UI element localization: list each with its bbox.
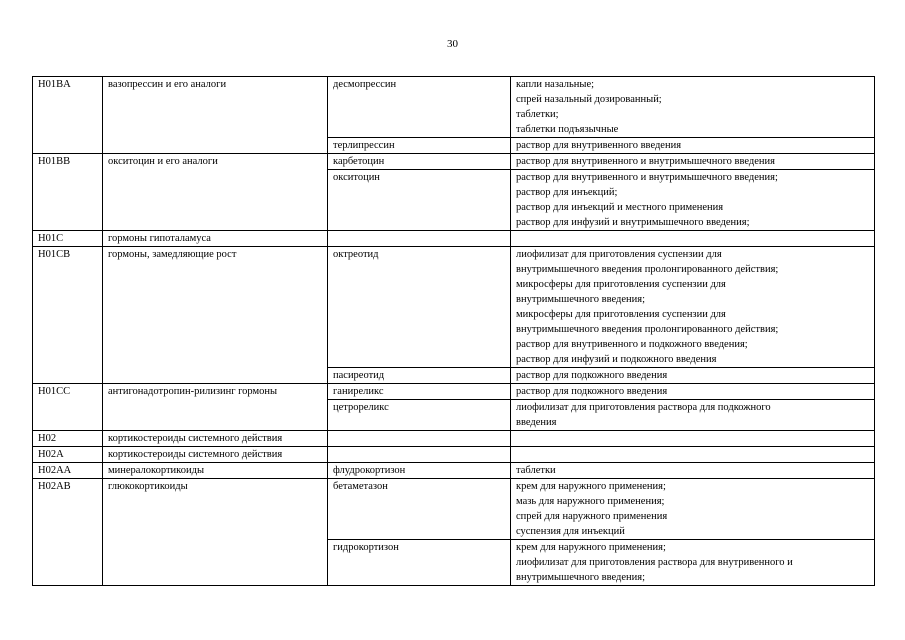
- dosage-forms-cell: [511, 384, 875, 400]
- dosage-form-line: суспензия для инъекций: [516, 526, 625, 537]
- dosage-form-line: раствор для подкожного введения: [516, 370, 668, 381]
- atc-code-cell: H01BB: [33, 154, 103, 231]
- dosage-form-line: внутримышечного введения;: [516, 294, 646, 305]
- group-name-cell: гормоны, замедляющие рост: [103, 247, 328, 384]
- drug-name-cell: флудрокортизон: [328, 463, 511, 479]
- dosage-forms-cell: [511, 247, 875, 368]
- table-row: [33, 77, 875, 138]
- dosage-forms-cell: [511, 231, 875, 247]
- table-row: [33, 231, 875, 247]
- drug-name-cell: бетаметазон: [328, 479, 511, 540]
- dosage-form-line: крем для наружного применения;: [516, 481, 666, 492]
- dosage-forms-cell: [511, 431, 875, 447]
- dosage-forms-cell: [511, 170, 875, 231]
- drug-name-cell: пасиреотид: [328, 368, 511, 384]
- dosage-form-line: раствор для внутривенного и подкожного введения;: [516, 339, 748, 350]
- dosage-form-line: раствор для подкожного введения: [516, 386, 668, 397]
- dosage-form-line: лиофилизат для приготовления раствора для подкожного: [516, 402, 771, 413]
- dosage-form-line: введения: [516, 417, 557, 428]
- drug-classification-table: [32, 76, 875, 586]
- dosage-form-line: микросферы для приготовления суспензии для: [516, 279, 726, 290]
- group-name-cell: окситоцин и его аналоги: [103, 154, 328, 231]
- drug-name-cell: ганиреликс: [328, 384, 511, 400]
- table-row: [33, 447, 875, 463]
- dosage-forms-cell: [511, 154, 875, 170]
- dosage-form-line: внутримышечного введения пролонгированного действия;: [516, 264, 779, 275]
- drug-name-cell: карбетоцин: [328, 154, 511, 170]
- group-name-cell: глюкокортикоиды: [103, 479, 328, 586]
- dosage-forms-cell: [511, 447, 875, 463]
- drug-name-cell: окситоцин: [328, 170, 511, 231]
- dosage-form-line: раствор для инфузий и внутримышечного введения;: [516, 217, 750, 228]
- dosage-form-line: мазь для наружного применения;: [516, 496, 665, 507]
- dosage-forms-cell: [511, 138, 875, 154]
- dosage-form-line: внутримышечного введения пролонгированного действия;: [516, 324, 779, 335]
- group-name-cell: вазопрессин и его аналоги: [103, 77, 328, 154]
- dosage-form-line: лиофилизат для приготовления раствора для внутривенного и: [516, 557, 793, 568]
- drug-name-cell: [328, 231, 511, 247]
- group-name-cell: антигонадотропин-рилизинг гормоны: [103, 384, 328, 431]
- dosage-form-line: таблетки: [516, 465, 556, 476]
- dosage-forms-cell: [511, 77, 875, 138]
- dosage-forms-cell: [511, 540, 875, 586]
- dosage-form-line: таблетки подъязычные: [516, 124, 619, 135]
- group-name-cell: минералокортикоиды: [103, 463, 328, 479]
- dosage-form-line: раствор для внутривенного введения: [516, 140, 682, 151]
- dosage-form-line: крем для наружного применения;: [516, 542, 666, 553]
- page-number: 30: [447, 38, 458, 50]
- group-name-cell: гормоны гипоталамуса: [103, 231, 328, 247]
- atc-code-cell: H02: [33, 431, 103, 447]
- drug-name-cell: десмопрессин: [328, 77, 511, 138]
- table-row: [33, 463, 875, 479]
- dosage-form-line: таблетки;: [516, 109, 559, 120]
- group-name-cell: кортикостероиды системного действия: [103, 431, 328, 447]
- dosage-form-line: раствор для инъекций;: [516, 187, 618, 198]
- drug-name-cell: гидрокортизон: [328, 540, 511, 586]
- dosage-form-line: микросферы для приготовления суспензии для: [516, 309, 726, 320]
- table-row: [33, 384, 875, 400]
- drug-name-cell: октреотид: [328, 247, 511, 368]
- dosage-forms-cell: [511, 479, 875, 540]
- dosage-forms-cell: [511, 463, 875, 479]
- dosage-form-line: раствор для внутривенного и внутримышечного введения: [516, 156, 775, 167]
- atc-code-cell: H01CB: [33, 247, 103, 384]
- dosage-form-line: внутримышечного введения;: [516, 572, 646, 583]
- drug-name-cell: [328, 431, 511, 447]
- dosage-form-line: капли назальные;: [516, 79, 595, 90]
- dosage-forms-cell: [511, 368, 875, 384]
- dosage-form-line: спрей для наружного применения: [516, 511, 668, 522]
- table-row: [33, 154, 875, 170]
- atc-code-cell: H01C: [33, 231, 103, 247]
- dosage-form-line: раствор для инфузий и подкожного введения: [516, 354, 717, 365]
- drug-name-cell: терлипрессин: [328, 138, 511, 154]
- table-row: [33, 431, 875, 447]
- dosage-form-line: спрей назальный дозированный;: [516, 94, 662, 105]
- dosage-forms-cell: [511, 400, 875, 431]
- atc-code-cell: H01BA: [33, 77, 103, 154]
- group-name-cell: кортикостероиды системного действия: [103, 447, 328, 463]
- dosage-form-line: лиофилизат для приготовления суспензии для: [516, 249, 722, 260]
- table-row: [33, 479, 875, 540]
- dosage-form-line: раствор для внутривенного и внутримышечного введения;: [516, 172, 778, 183]
- atc-code-cell: H02AB: [33, 479, 103, 586]
- atc-code-cell: H01CC: [33, 384, 103, 431]
- atc-code-cell: H02AA: [33, 463, 103, 479]
- drug-name-cell: цетрореликс: [328, 400, 511, 431]
- drug-name-cell: [328, 447, 511, 463]
- dosage-form-line: раствор для инъекций и местного применения: [516, 202, 724, 213]
- table-row: [33, 247, 875, 368]
- atc-code-cell: H02A: [33, 447, 103, 463]
